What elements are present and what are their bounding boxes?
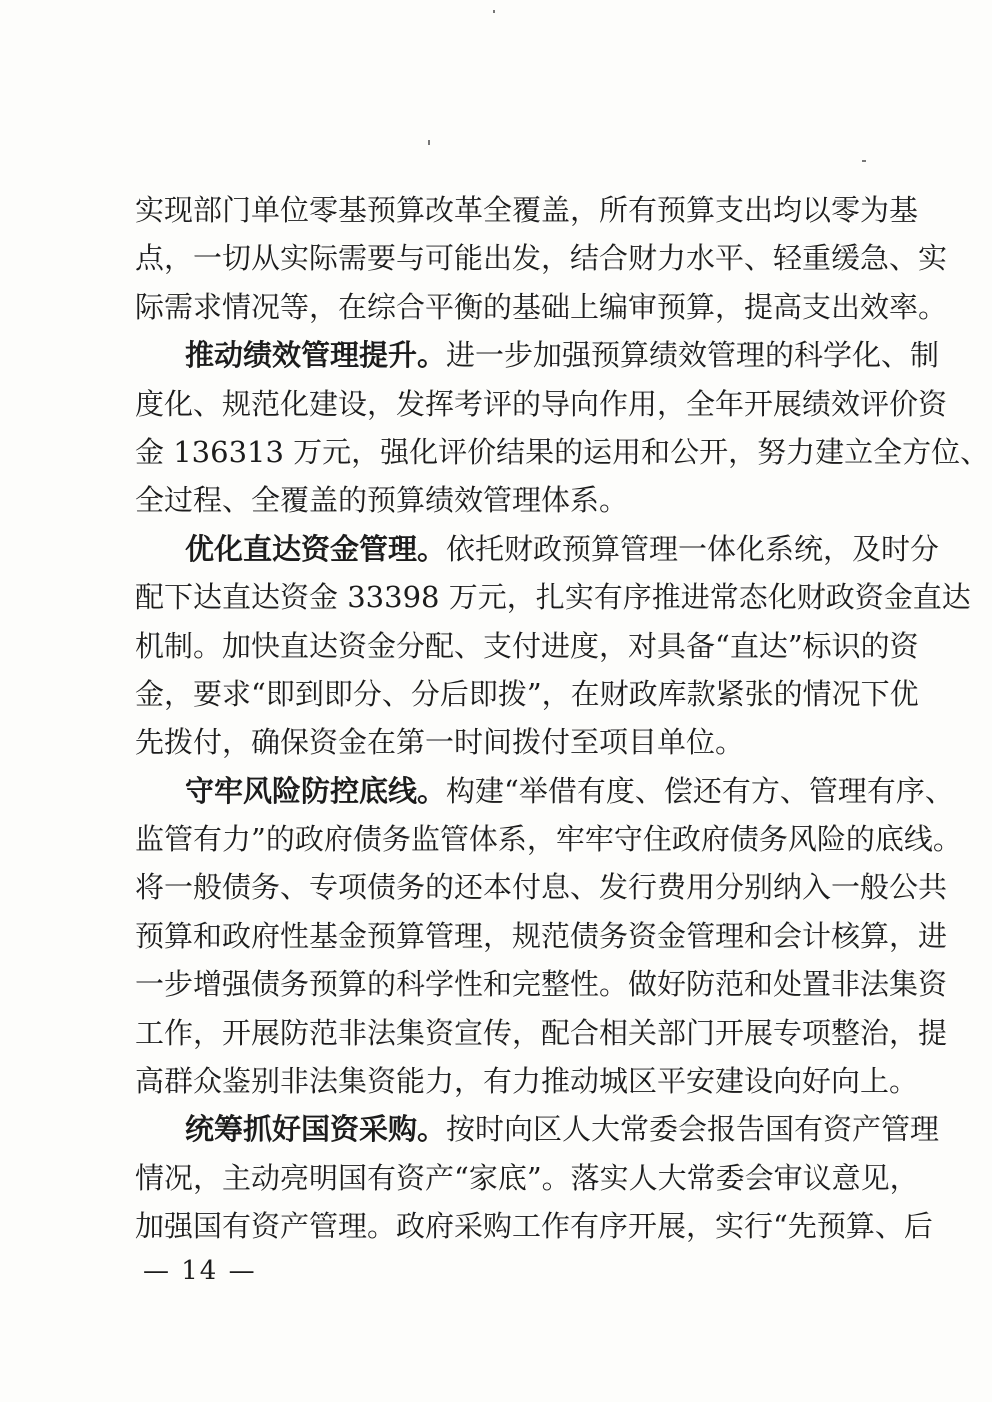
text-line: [135, 863, 948, 911]
text-line: [135, 622, 919, 670]
text-line: [135, 1009, 948, 1057]
paragraph-heading: 统筹抓好国资采购。: [185, 1112, 447, 1147]
line-text: 金 136313 万元，强化评价结果的运用和公开，努力建立全方位、: [135, 434, 990, 469]
line-text: 全过程、全覆盖的预算绩效管理体系。: [135, 483, 629, 518]
text-line: [135, 428, 990, 476]
line-text: 按时向区人大常委会报告国有资产管理: [446, 1112, 940, 1147]
line-text: 构建“举借有度、偿还有方、管理有序、: [446, 773, 954, 808]
line-text: 配下达直达资金 33398 万元，扎实有序推进常态化财政资金直达: [135, 580, 971, 615]
text-line: [135, 960, 948, 1008]
line-text: 依托财政预算管理一体化系统，及时分: [446, 531, 940, 566]
line-text: 进一步加强预算绩效管理的科学化、制: [446, 338, 940, 373]
paragraph-first-line: [135, 331, 940, 379]
line-text: 监管有力”的政府债务监管体系，牢牢守住政府债务风险的底线。: [135, 822, 962, 857]
text-line: [135, 912, 948, 960]
text-line: [135, 380, 948, 428]
text-line: [135, 670, 919, 718]
scan-speck: [493, 10, 495, 13]
line-text: 实现部门单位零基预算改革全覆盖，所有预算支出均以零为基: [135, 193, 919, 227]
paragraph-heading: 守牢风险防控底线。: [185, 773, 447, 808]
line-text: 高群众鉴别非法集资能力，有力推动城区平安建设向好向上。: [135, 1064, 919, 1099]
body-text: [135, 186, 990, 1251]
line-text: 点，一切从实际需要与可能出发，结合财力水平、轻重缓急、实: [135, 241, 948, 276]
paragraph-first-line: [135, 1105, 940, 1153]
text-line: [135, 1057, 919, 1105]
scan-speck: [862, 160, 866, 162]
text-line: [135, 186, 919, 234]
text-line: [135, 718, 871, 766]
line-text: 机制。加快直达资金分配、支付进度，对具备“直达”标识的资: [135, 628, 919, 663]
line-text: 际需求情况等，在综合平衡的基础上编审预算，提高支出效率。: [135, 289, 948, 324]
line-text: 加强国有资产管理。政府采购工作有序开展，实行“先预算、后: [135, 1209, 933, 1244]
line-text: 度化、规范化建设，发挥考评的导向作用，全年开展绩效评价资: [135, 386, 948, 421]
line-text: 将一般债务、专项债务的还本付息、发行费用分别纳入一般公共: [135, 870, 948, 905]
line-text: 先拨付，确保资金在第一时间拨付至项目单位。: [135, 725, 745, 760]
text-line: [135, 1202, 933, 1250]
line-text: 预算和政府性基金预算管理，规范债务资金管理和会计核算，进: [135, 918, 948, 953]
text-line: [135, 234, 948, 282]
paragraph-first-line: [135, 767, 954, 815]
page-number: — 14 —: [143, 1256, 257, 1286]
line-text: 一步增强债务预算的科学性和完整性。做好防范和处置非法集资: [135, 967, 948, 1002]
paragraph-first-line: [135, 525, 940, 573]
line-text: 工作，开展防范非法集资宣传，配合相关部门开展专项整治，提: [135, 1015, 948, 1050]
paragraph-heading: 推动绩效管理提升。: [185, 338, 447, 373]
scan-speck: [428, 140, 430, 145]
text-line: [135, 1154, 919, 1202]
paragraph-heading: 优化直达资金管理。: [185, 531, 447, 566]
text-line: [135, 815, 962, 863]
text-line: [135, 283, 948, 331]
line-text: 金，要求“即到即分、分后即拨”，在财政库款紧张的情况下优: [135, 676, 919, 711]
text-line: [135, 573, 971, 621]
line-text: 情况，主动亮明国有资产“家底”。落实人大常委会审议意见，: [135, 1160, 919, 1195]
text-line: [135, 476, 871, 524]
